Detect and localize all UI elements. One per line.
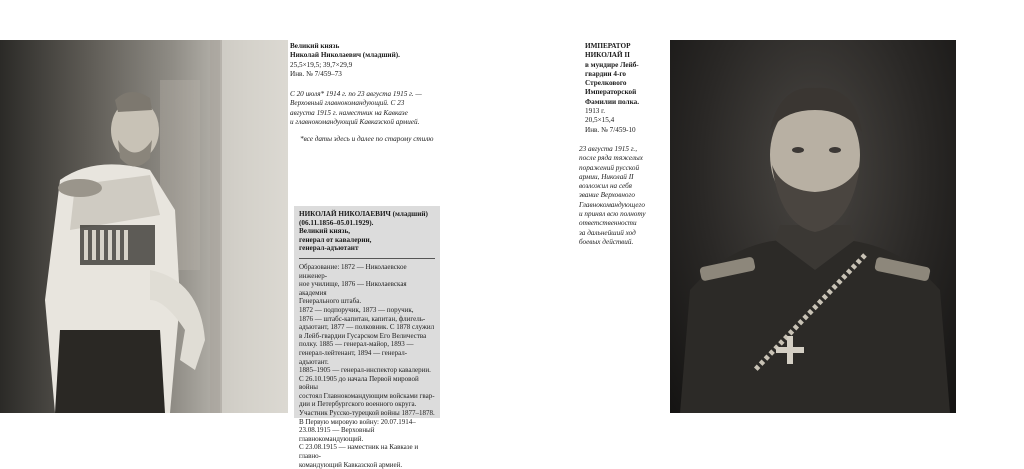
bio-line: 1885–1905 — генерал-инспектор кавалерии. bbox=[299, 366, 431, 375]
right-caption-inv: Инв. № 7/459-10 bbox=[585, 125, 636, 134]
bio-line: В Первую мировую войну: 20.07.1914– bbox=[299, 417, 416, 426]
bio-line: Участник Русско-турецкой войны 1877–1878. bbox=[299, 409, 435, 418]
biography-heading bbox=[299, 210, 435, 253]
grand-duke-portrait-illustration bbox=[0, 40, 288, 413]
left-caption-title-2: Николай Николаевич (младший). bbox=[290, 51, 400, 60]
right-note-line: и принял всю полноту bbox=[579, 210, 646, 219]
bio-line: в Лейб-гвардии Гусарском Его Величества bbox=[299, 331, 427, 340]
right-caption-line: Стрелкового bbox=[585, 79, 627, 88]
bio-line: 23.08.1915 — Верховный главнокомандующий. bbox=[299, 426, 375, 443]
bio-head-line: НИКОЛАЙ НИКОЛАЕВИЧ (младший) bbox=[299, 210, 428, 218]
bio-line: С 26.10.1905 до начала Первой мировой войны bbox=[299, 374, 419, 392]
left-caption-title-1: Великий князь bbox=[290, 42, 340, 50]
left-caption bbox=[290, 42, 460, 79]
left-note-line: С 20 июля* 1914 г. по 23 августа 1915 г. — bbox=[290, 90, 422, 98]
right-note-line: Главнокомандующего bbox=[579, 200, 645, 209]
photo-nicholas-ii bbox=[670, 40, 956, 413]
bio-line: 1872 — подпоручик, 1873 — поручик, bbox=[299, 305, 414, 314]
left-note-line: Верховный главнокомандующий. С 23 bbox=[290, 99, 405, 108]
bio-line: дии и Петербургского военного округа. bbox=[299, 400, 417, 409]
bio-line: ное училище, 1876 — Николаевская академия bbox=[299, 280, 407, 297]
bio-line: полку. 1885 — генерал-майор, 1893 — bbox=[299, 340, 414, 349]
bio-head-line: (06.11.1856–05.01.1929). bbox=[299, 218, 374, 227]
bio-line: 1876 — штабс-капитан, капитан, флигель- bbox=[299, 314, 426, 323]
right-caption-line: в мундире Лейб- bbox=[585, 60, 639, 69]
right-caption-line: Фамилии полка. bbox=[585, 97, 640, 106]
right-caption-line: НИКОЛАЙ II bbox=[585, 51, 630, 60]
right-note bbox=[579, 145, 667, 247]
right-caption-year: 1913 г. bbox=[585, 107, 606, 116]
right-caption-line: Императорской bbox=[585, 88, 637, 97]
right-note-line: ответственности bbox=[579, 219, 637, 228]
bio-head-line: Великий князь, bbox=[299, 227, 351, 236]
footnote: *все даты здесь и далее по старому стилю bbox=[300, 135, 434, 143]
right-note-line: звание Верховного bbox=[579, 191, 635, 200]
bio-head-line: генерал от кавалерии, bbox=[299, 235, 372, 244]
right-note-line: возложил на себя bbox=[579, 182, 632, 191]
right-note-line: армии, Николай II bbox=[579, 172, 634, 181]
bio-line: Образование: 1872 — Николаевское инженер- bbox=[299, 262, 407, 280]
bio-line: адъютант, 1877 — полковник. С 1878 служил bbox=[299, 323, 435, 332]
bio-line: командующий Кавказской армией. bbox=[299, 460, 403, 469]
biography-box bbox=[294, 206, 440, 469]
photo-grand-duke bbox=[0, 40, 288, 413]
right-note-line: 23 августа 1915 г., bbox=[579, 145, 638, 153]
right-note-line: поражений русской bbox=[579, 163, 640, 172]
left-note bbox=[290, 90, 455, 127]
left-caption-inv: Инв. № 7/459–73 bbox=[290, 69, 342, 78]
bio-line: С 23.08.1915 — наместник на Кавказе и главно- bbox=[299, 443, 419, 461]
biography-body bbox=[299, 263, 435, 469]
right-caption bbox=[585, 42, 667, 135]
left-note-line: и главнокомандующий Кавказской армией. bbox=[290, 117, 420, 126]
right-caption-line: ИМПЕРАТОР bbox=[585, 42, 631, 50]
bio-line: состоял Главнокомандующим войсками гвар- bbox=[299, 391, 435, 400]
nicholas-ii-portrait-illustration bbox=[670, 40, 956, 413]
bio-head-line: генерал-адъютант bbox=[299, 244, 359, 253]
right-note-line: после ряда тяжелых bbox=[579, 154, 643, 163]
right-caption-dims: 20,5×15,4 bbox=[585, 116, 615, 125]
bio-line: генерал-лейтенант, 1894 — генерал-адъютант. bbox=[299, 348, 408, 366]
right-caption-line: гвардии 4-го bbox=[585, 69, 627, 78]
right-note-line: боевых действий. bbox=[579, 237, 634, 246]
left-note-line: августа 1915 г. наместник на Кавказе bbox=[290, 108, 408, 117]
bio-line: Генерального штаба. bbox=[299, 297, 362, 306]
left-caption-dims: 25,5×19,5; 39,7×29,9 bbox=[290, 60, 353, 69]
biography-divider bbox=[299, 258, 435, 259]
right-note-line: за дальнейший ход bbox=[579, 228, 636, 237]
